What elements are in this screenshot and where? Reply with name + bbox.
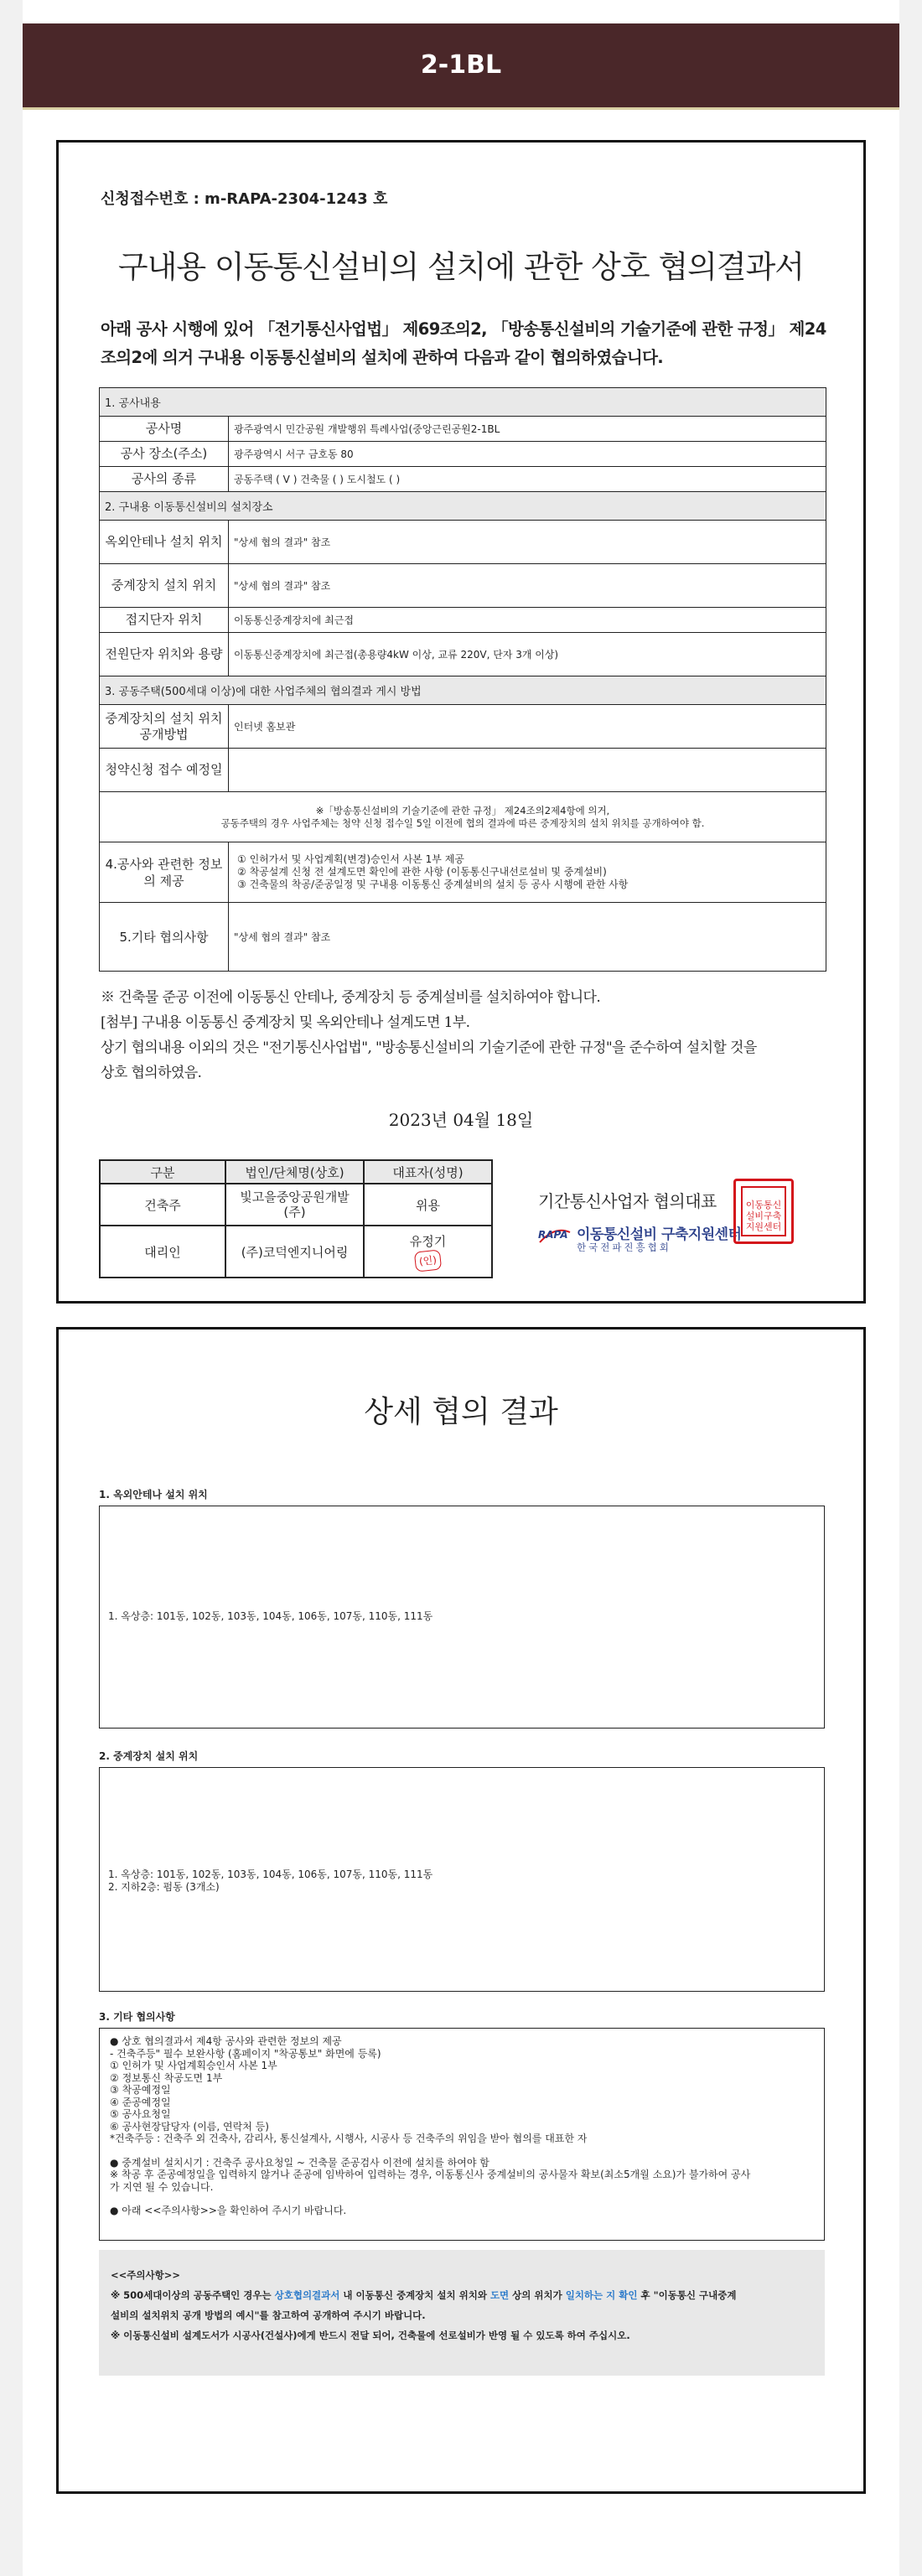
other-heading: 3. 기타 협의사항 — [99, 2011, 175, 2023]
list-item: ③ 착공예정일 — [110, 2084, 171, 2096]
table-row — [100, 1226, 492, 1278]
signature-table — [99, 1159, 493, 1278]
disclosure-note — [100, 792, 826, 842]
table-row — [100, 842, 826, 903]
official-seal — [733, 1179, 794, 1244]
row-value: 광주광역시 서구 금호동 80 — [229, 442, 826, 467]
caution-highlight: 도면 — [489, 2289, 510, 2301]
list-item: - 건축주등" 필수 보완사항 (홈페이지 "착공통보" 화면에 등록) — [110, 2047, 381, 2060]
caution-title: <<주의사항>> — [111, 2269, 180, 2281]
footnote-line: ※ 건축물 준공 이전에 이동통신 안테나, 중계장치 등 중계설비를 설치하여야 합니다. — [101, 989, 601, 1006]
info-list — [229, 842, 826, 903]
header-divider — [23, 107, 899, 110]
table-row — [100, 705, 826, 749]
table-cell: 위용 — [364, 1184, 492, 1226]
page — [23, 0, 899, 2576]
row-label: 공사명 — [100, 417, 229, 442]
other-content — [100, 2029, 824, 2224]
header-bar — [23, 23, 899, 107]
table-row — [100, 521, 826, 564]
table-row — [100, 417, 826, 442]
company-name-line: (주) — [283, 1205, 306, 1220]
row-value: "상세 협의 결과" 참조 — [229, 521, 826, 564]
row-value: 인터넷 홈보관 — [229, 705, 826, 749]
row-label: 공사 장소(주소) — [100, 442, 229, 467]
footnote-line: 상호 협의하였음. — [101, 1065, 202, 1081]
list-item: ● 아래 <<주의사항>>을 확인하여 주시기 바랍니다. — [110, 2205, 347, 2216]
list-item: ⑥ 공사현장담당자 (이름, 연락처 등) — [110, 2120, 269, 2133]
footnote-line: 상기 협의내용 이외의 것은 "전기통신사업법", "방송통신설비의 기술기준에 관한 규정"을 준수하여 설치할 것을 — [101, 1039, 757, 1056]
row-label: 공사의 종류 — [100, 467, 229, 492]
note-line: ※「방송통신설비의 기술기준에 관한 규정」 제24조의2제4항에 의거, — [315, 804, 610, 816]
caution-box — [99, 2250, 825, 2376]
table-row — [100, 792, 826, 842]
spacer — [110, 2193, 814, 2205]
row-value: 이동통신중계장치에 최근접(총용량4kW 이상, 교류 220V, 단자 3개 이상) — [229, 633, 826, 676]
table-row — [100, 442, 826, 467]
caution-highlight: 상호협의결과서 — [274, 2289, 340, 2301]
table-cell: 건축주 — [100, 1184, 225, 1226]
seal-inner — [741, 1186, 786, 1236]
section-title-5: 5.기타 협의사항 — [100, 903, 229, 972]
logo-subname: 한국전파진흥협회 — [577, 1241, 671, 1253]
list-item: ⑤ 공사요청일 — [110, 2108, 171, 2120]
list-item: ● 상호 협의결과서 제4항 공사와 관련한 정보의 제공 — [110, 2035, 342, 2047]
row-value: 이동통신중계장치에 최근접 — [229, 608, 826, 633]
row-label: 전원단자 위치와 용량 — [100, 633, 229, 676]
document-title: 구내용 이동통신설비의 설치에 관한 상호 협의결과서 — [117, 249, 805, 285]
application-number: 신청접수번호 : m-RAPA-2304-1243 호 — [101, 190, 388, 208]
column-header: 대표자(성명) — [364, 1160, 492, 1184]
list-item: ④ 준공예정일 — [110, 2096, 171, 2108]
table-row — [100, 467, 826, 492]
antenna-text: 1. 옥상층: 101동, 102동, 103동, 104동, 106동, 107동, 110동, 111동 — [108, 1610, 433, 1622]
list-item: ● 중계설비 설치시기 : 건축주 공사요청일 ~ 건축물 준공검사 이전에 설치를 하여야 함 — [110, 2156, 489, 2169]
logo-name: 이동통신설비 구축지원센터 — [577, 1226, 742, 1243]
relay-line: 1. 옥상층: 101동, 102동, 103동, 104동, 106동, 107동, 110동, 111동 — [108, 1869, 433, 1880]
agency-logo — [538, 1222, 764, 1256]
caution-highlight: 일치하는 지 확인 — [565, 2289, 638, 2301]
row-label: 중계장치의 설치 위치 공개방법 — [100, 705, 229, 749]
caution-text: ※ 500세대이상의 공동주택인 경우는 — [111, 2289, 275, 2301]
section-title-4: 4.공사와 관련한 정보의 제공 — [100, 842, 229, 903]
agreement-table — [99, 387, 826, 972]
agreement-date: 2023년 04월 18일 — [388, 1110, 534, 1130]
row-value: 광주광역시 민간공원 개발행위 특례사업(중앙근린공원2-1BL — [229, 417, 826, 442]
section-title-1: 1. 공사내용 — [100, 388, 826, 417]
logo-mark-text: RAPA — [538, 1229, 568, 1241]
list-item: ① 인허가 및 사업계획승인서 사본 1부 — [110, 2060, 277, 2071]
list-item: ② 정보통신 착공도면 1부 — [110, 2071, 223, 2084]
detail-results — [56, 1327, 866, 2494]
table-row — [100, 903, 826, 972]
table-cell — [225, 1184, 364, 1226]
section-title-3: 3. 공동주택(500세대 이상)에 대한 사업주체의 협의결과 게시 방법 — [100, 676, 826, 705]
section-header — [100, 676, 826, 705]
table-row — [100, 564, 826, 608]
agency-label: 기간통신사업자 협의대표 — [538, 1191, 717, 1211]
representative-name: 유정기 — [409, 1234, 447, 1249]
list-item: ① 인허가서 및 사업계획(변경)승인서 사본 1부 제공 — [237, 853, 464, 865]
list-item: ※ 착공 후 준공예정일을 입력하지 않거나 준공에 임박하여 입력하는 경우, 이동통신사 중계설비의 공사물자 확보(최소5개월 소요)가 불가하여 공사 — [110, 2169, 751, 2180]
table-cell: (주)코덕엔지니어링 — [225, 1226, 364, 1278]
list-item: *건축주등 : 건축주 외 건축사, 감리사, 통신설계사, 시행사, 시공사 등 건축주의 위임을 받아 협의를 대표한 자 — [110, 2133, 588, 2144]
table-cell: 대리인 — [100, 1226, 225, 1278]
column-header: 법인/단체명(상호) — [225, 1160, 364, 1184]
caution-line — [111, 2285, 813, 2305]
other-box — [99, 2028, 825, 2241]
row-label: 청약신청 접수 예정일 — [100, 749, 229, 792]
row-value — [229, 749, 826, 792]
seal-stamp: (인) — [414, 1249, 442, 1272]
row-label: 접지단자 위치 — [100, 608, 229, 633]
section-header — [100, 388, 826, 417]
list-item: 가 지연 될 수 있습니다. — [110, 2180, 214, 2193]
caution-text: 후 "이동통신 구내중계 — [637, 2289, 737, 2301]
intro-text: 아래 공사 시행에 있어 「전기통신사업법」 제69조의2, 「방송통신설비의 기술기준에 관한 규정」 제24조의2에 의거 구내용 이동통신설비의 설치에 관하여 다음과 같이 협의하였습니다. — [101, 319, 826, 367]
relay-text — [108, 1869, 433, 1894]
spacer — [110, 2145, 814, 2157]
relay-box — [99, 1767, 825, 1992]
column-header: 구분 — [100, 1160, 225, 1184]
row-value: "상세 협의 결과" 참조 — [229, 564, 826, 608]
company-name-line: 빛고을중앙공원개발 — [240, 1190, 350, 1205]
footnotes — [101, 985, 838, 1086]
footnote-line: [첨부] 구내용 이동통신 중계장치 및 옥외안테나 설계도면 1부. — [101, 1014, 470, 1031]
header-title: 2-1BL — [420, 50, 502, 80]
row-label: 옥외안테나 설치 위치 — [100, 521, 229, 564]
seal-text: 이동통신설비구축지원센터 — [745, 1200, 782, 1232]
relay-line: 2. 지하2층: 펌동 (3개소) — [108, 1881, 220, 1893]
row-label: 중계장치 설치 위치 — [100, 564, 229, 608]
relay-heading: 2. 중계장치 설치 위치 — [99, 1750, 199, 1762]
section-header — [100, 492, 826, 521]
table-row — [100, 633, 826, 676]
table-row — [100, 749, 826, 792]
caution-text: 상의 위치가 — [509, 2289, 566, 2301]
row-value: "상세 협의 결과" 참조 — [229, 903, 826, 972]
table-header-row — [100, 1160, 492, 1184]
table-cell — [364, 1226, 492, 1278]
antenna-box — [99, 1506, 825, 1729]
caution-line: 설비의 설치위치 공개 방법의 예시"를 참고하여 공개하여 주시기 바랍니다. — [111, 2309, 426, 2321]
caution-line: ※ 이동통신설비 설계도서가 시공사(건설사)에게 반드시 전달 되어, 건축물에 선로설비가 반영 될 수 있도록 하여 주십시오. — [111, 2330, 630, 2341]
caution-text: 내 이동통신 중계장치 설치 위치와 — [339, 2289, 490, 2301]
note-line: 공동주택의 경우 사업주체는 청약 신청 접수일 5일 이전에 협의 결과에 따른 중계장치의 설치 위치를 공개하여야 함. — [220, 816, 705, 829]
section-title-2: 2. 구내용 이동통신설비의 설치장소 — [100, 492, 826, 521]
list-item: ③ 건축물의 착공/준공일정 및 구내용 이동통신 중계설비의 설치 등 공사 시행에 관한 사항 — [237, 879, 629, 890]
agreement-document — [56, 140, 866, 1304]
list-item: ② 착공설계 신청 전 설계도면 확인에 관한 사항 (이동통신구내선로설비 및 중계설비) — [237, 866, 607, 878]
antenna-heading: 1. 옥외안테나 설치 위치 — [99, 1489, 208, 1501]
table-row — [100, 608, 826, 633]
row-value: 공동주택 ( V ) 건축물 ( ) 도시철도 ( ) — [229, 467, 826, 492]
detail-title: 상세 협의 결과 — [364, 1395, 558, 1429]
table-row — [100, 1184, 492, 1226]
